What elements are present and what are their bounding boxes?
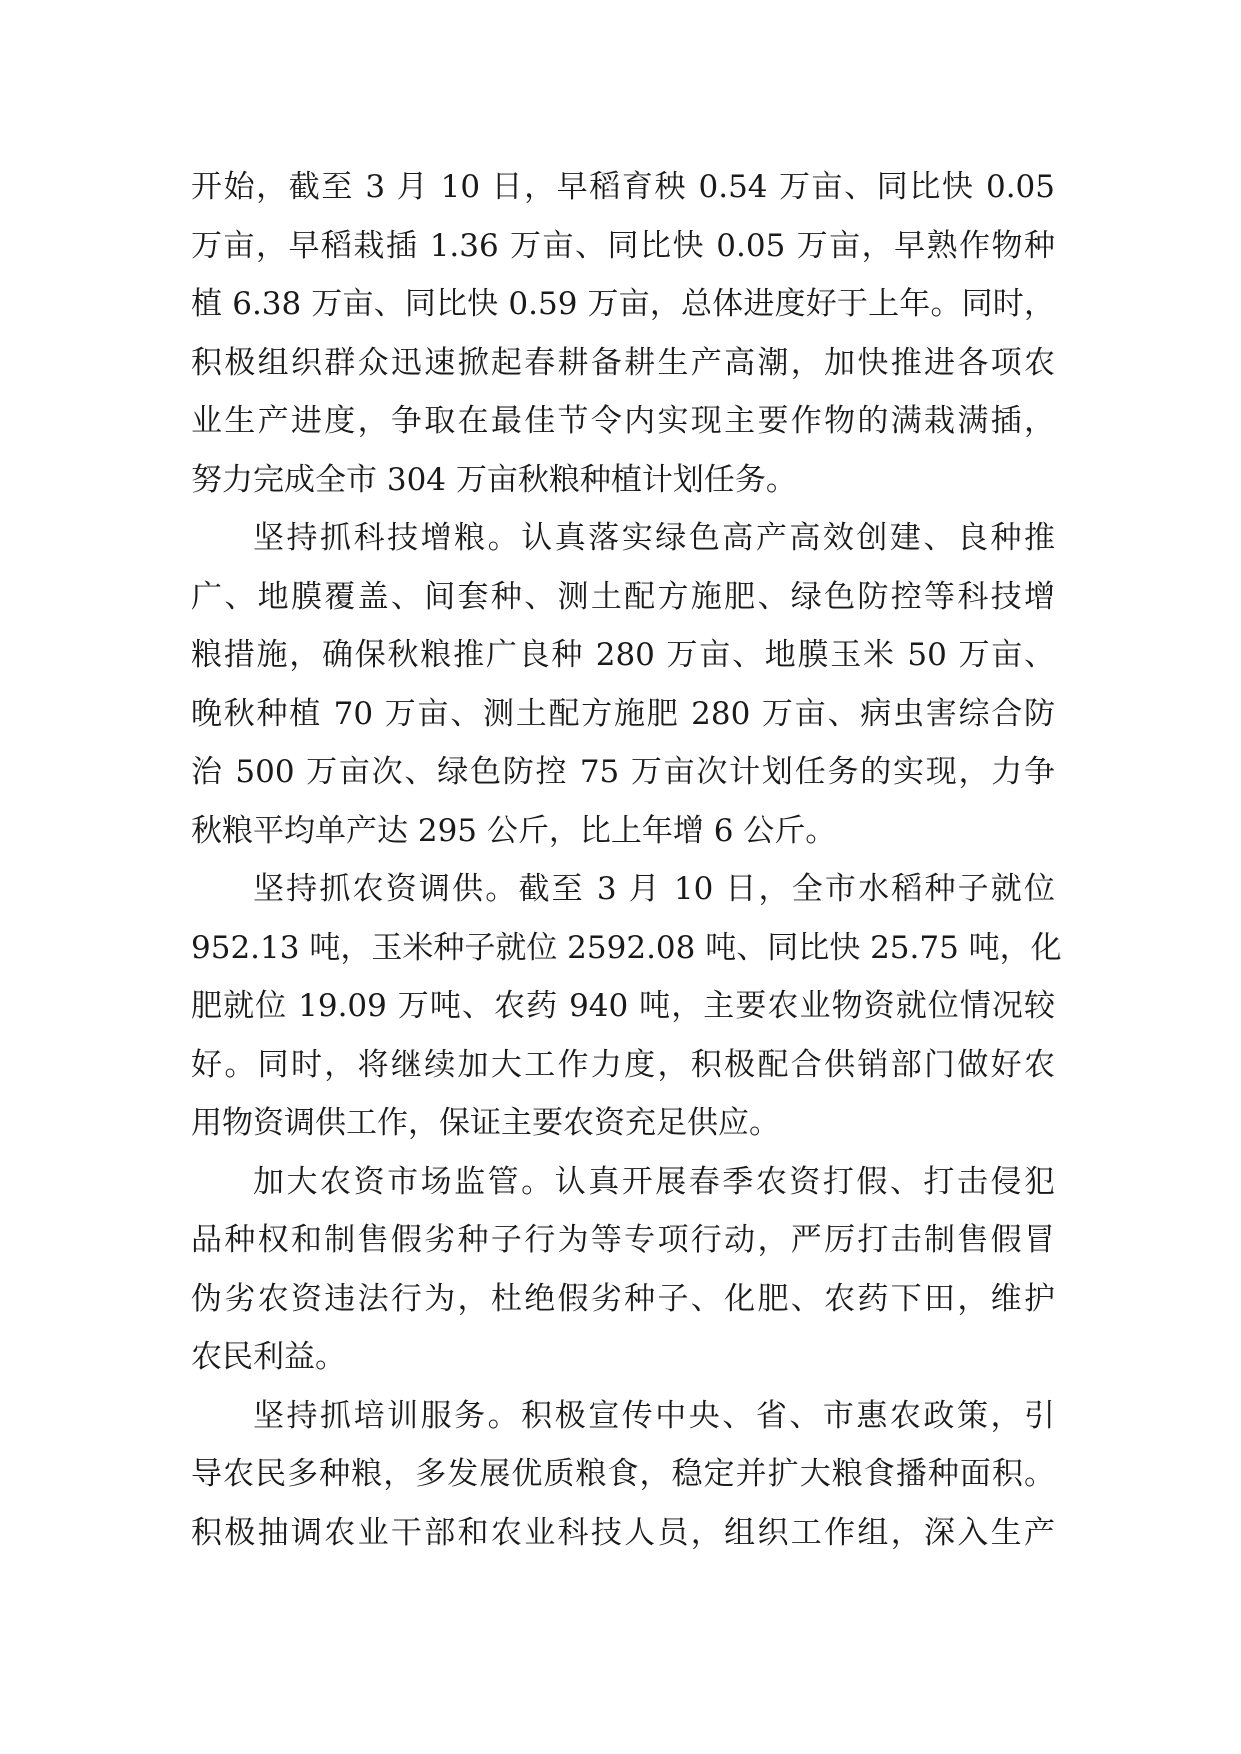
text-line: 坚持抓科技增粮。认真落实绿色高产高效创建、良种推 [253, 520, 1055, 556]
text-line: 积极组织群众迅速掀起春耕备耕生产高潮，加快推进各项农 [191, 344, 1055, 381]
text-line: 好。同时，将继续加大工作力度，积极配合供销部门做好农 [191, 1046, 1055, 1083]
text-line: 加大农资市场监管。认真开展春季农资打假、打击侵犯 [253, 1163, 1055, 1200]
paragraph [191, 1153, 1055, 1387]
text-line: 952.13 吨，玉米种子就位 2592.08 吨、同比快 25.75 吨，化 [191, 929, 1062, 966]
paragraph [191, 158, 1055, 509]
text-line: 积极抽调农业干部和农业科技人员，组织工作组，深入生产 [191, 1514, 1055, 1551]
text-line: 秋粮平均单产达 295 公斤，比上年增 6 公斤。 [191, 812, 837, 849]
text-line: 坚持抓农资调供。截至 3 月 10 日，全市水稻种子就位 [253, 871, 1055, 907]
paragraph [191, 1387, 1055, 1563]
text-line: 农民利益。 [191, 1339, 346, 1375]
text-line: 晚秋种植 70 万亩、测土配方施肥 280 万亩、病虫害综合防 [191, 695, 1055, 732]
text-line: 导农民多种粮，多发展优质粮食，稳定并扩大粮食播种面积。 [191, 1456, 1055, 1492]
document-body [191, 158, 1062, 1562]
text-line: 坚持抓培训服务。积极宣传中央、省、市惠农政策，引 [253, 1397, 1055, 1434]
paragraph [191, 860, 1062, 1153]
text-line: 伪劣农资违法行为，杜绝假劣种子、化肥、农药下田，维护 [191, 1280, 1055, 1317]
text-line: 品种权和制售假劣种子行为等专项行动，严厉打击制售假冒 [191, 1222, 1055, 1258]
text-line: 广、地膜覆盖、间套种、测土配方施肥、绿色防控等科技增 [191, 578, 1055, 615]
text-line: 努力完成全市 304 万亩秋粮种植计划任务。 [191, 461, 797, 498]
text-line: 肥就位 19.09 万吨、农药 940 吨，主要农业物资就位情况较 [191, 988, 1055, 1024]
text-line: 用物资调供工作，保证主要农资充足供应。 [191, 1105, 780, 1141]
paragraph [191, 509, 1055, 860]
text-line: 植 6.38 万亩、同比快 0.59 万亩，总体进度好于上年。同时， [191, 286, 1055, 322]
text-line: 开始，截至 3 月 10 日，早稻育秧 0.54 万亩、同比快 0.05 [191, 169, 1055, 205]
text-line: 治 500 万亩次、绿色防控 75 万亩次计划任务的实现，力争 [191, 754, 1055, 790]
text-line: 业生产进度，争取在最佳节令内实现主要作物的满栽满插， [191, 403, 1055, 439]
text-line: 万亩，早稻栽插 1.36 万亩、同比快 0.05 万亩，早熟作物种 [191, 227, 1055, 264]
text-line: 粮措施，确保秋粮推广良种 280 万亩、地膜玉米 50 万亩、 [191, 637, 1055, 673]
